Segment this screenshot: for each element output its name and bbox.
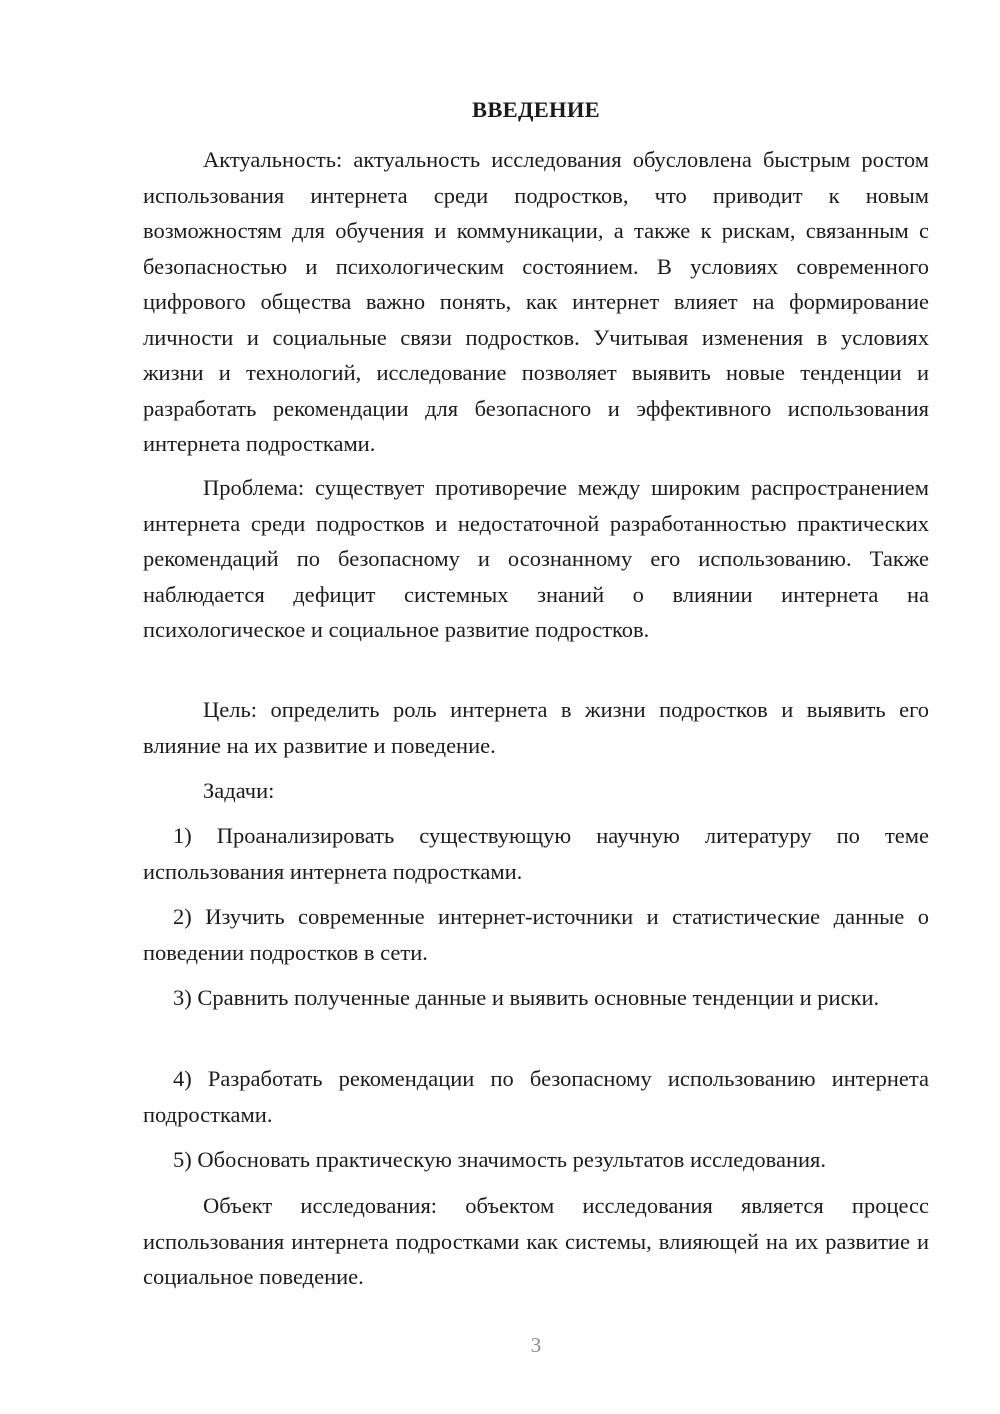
relevance-paragraph: Актуальность: актуальность исследования обусловлена быстрым ростом использования интернета среди подростков, что приводит к новым возможностям для обучения и коммуникации, а также к рискам, связанным с безопасностью и психологическим состоянием. В условиях современного цифрового общества важно понять, как интернет влияет на формирование личности и социальные связи подростков. Учитывая изменения в условиях жизни и технологий, исследование позволяет выявить новые тенденции и разработать рекомендации для безопасного и эффективного использования интернета подростками.	[143, 147, 929, 456]
tasks-label: Задачи:	[203, 778, 275, 803]
task-item-5: 5) Обосновать практическую значимость результатов исследования.	[173, 1147, 827, 1172]
section-heading: ВВЕДЕНИЕ	[472, 97, 600, 122]
object-paragraph: Объект исследования: объектом исследования является процесс использования интернета подростками как системы, влияющей на их развитие и социальное поведение.	[143, 1193, 929, 1289]
page-number: 3	[530, 1333, 542, 1357]
task-item-3: 3) Сравнить полученные данные и выявить основные тенденции и риски.	[173, 985, 880, 1010]
problem-paragraph: Проблема: существует противоречие между широким распространением интернета среди подростков и недостаточной разработанностью практических рекомендаций по безопасному и осознанному его использованию. Также наблюдается дефицит системных знаний о влиянии интернета на психологическое и социальное развитие подростков.	[143, 475, 929, 642]
task-item-1: 1) Проанализировать существующую научную литературу по теме использования интернета подростками.	[143, 823, 929, 884]
goal-paragraph: Цель: определить роль интернета в жизни подростков и выявить его влияние на их развитие и поведение.	[143, 697, 929, 758]
task-item-2: 2) Изучить современные интернет-источники и статистические данные о поведении подростков в сети.	[143, 904, 929, 965]
task-item-4: 4) Разработать рекомендации по безопасному использованию интернета подростками.	[143, 1066, 929, 1127]
